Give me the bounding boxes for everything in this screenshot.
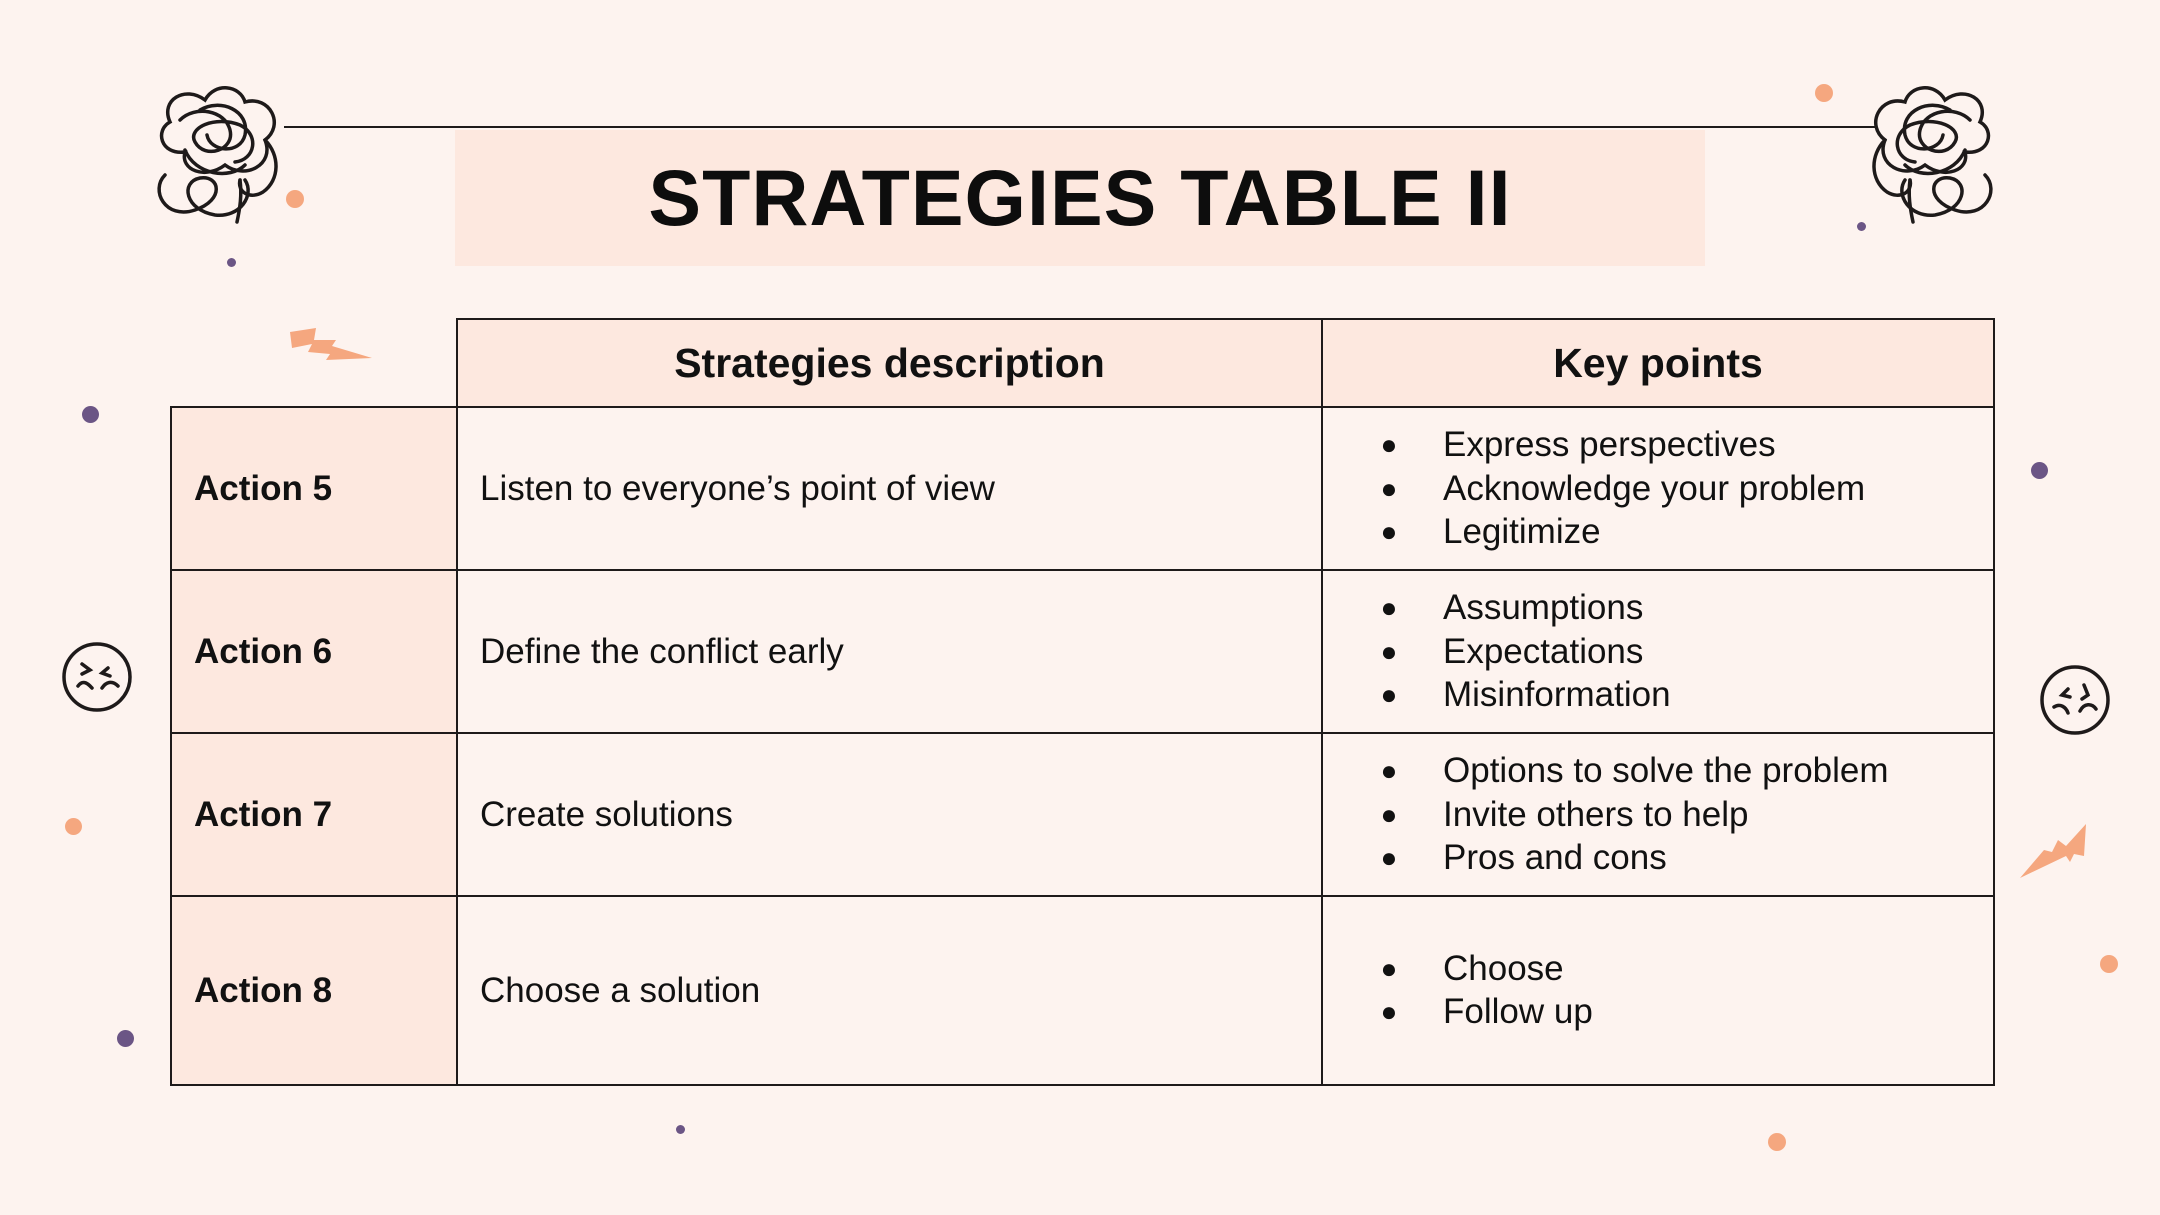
bullet-icon: ● xyxy=(1380,798,1398,830)
key-point-text: Follow up xyxy=(1443,992,1593,1032)
key-points-cell xyxy=(1322,896,1994,1085)
key-point-item xyxy=(1323,467,1993,511)
decorative-dot xyxy=(676,1125,685,1134)
key-point-text: Assumptions xyxy=(1443,588,1644,627)
scribble-left-icon xyxy=(145,80,295,230)
bullet-icon: ● xyxy=(1380,679,1398,710)
table-corner-empty xyxy=(171,319,457,407)
key-points-list xyxy=(1323,586,1993,717)
bullet-icon: ● xyxy=(1380,472,1398,504)
key-point-item xyxy=(1323,991,1993,1035)
key-point-item xyxy=(1323,836,1993,880)
key-point-item xyxy=(1323,423,1993,467)
key-points-list xyxy=(1323,947,1993,1034)
table-row xyxy=(171,733,1994,896)
action-label: Action 8 xyxy=(171,896,457,1085)
decorative-dot xyxy=(227,258,236,267)
action-label: Action 5 xyxy=(171,407,457,570)
bullet-icon: ● xyxy=(1380,842,1398,873)
strategy-description: Define the conflict early xyxy=(457,570,1322,733)
angry-face-icon xyxy=(2038,663,2112,737)
decorative-dot xyxy=(2031,462,2048,479)
key-point-text: Express perspectives xyxy=(1443,425,1776,464)
bullet-icon: ● xyxy=(1380,429,1398,460)
lightning-icon xyxy=(2018,822,2088,878)
key-points-cell xyxy=(1322,733,1994,896)
bullet-icon: ● xyxy=(1380,755,1398,786)
strategies-table xyxy=(170,318,1995,1086)
key-points-cell xyxy=(1322,570,1994,733)
table-row xyxy=(171,570,1994,733)
table-row xyxy=(171,407,1994,570)
bullet-icon: ● xyxy=(1380,635,1398,667)
action-label: Action 6 xyxy=(171,570,457,733)
strategy-description: Create solutions xyxy=(457,733,1322,896)
key-point-item xyxy=(1323,673,1993,717)
decorative-dot xyxy=(1857,222,1866,231)
key-point-item xyxy=(1323,586,1993,630)
decorative-dot xyxy=(65,818,82,835)
decorative-dot xyxy=(1815,84,1833,102)
strategy-description: Choose a solution xyxy=(457,896,1322,1085)
title-divider-line xyxy=(284,126,1876,128)
bullet-icon: ● xyxy=(1380,516,1398,547)
key-point-item xyxy=(1323,630,1993,674)
column-header-description: Strategies description xyxy=(457,319,1322,407)
key-point-text: Misinformation xyxy=(1443,675,1671,714)
decorative-dot xyxy=(1768,1133,1786,1151)
decorative-dot xyxy=(286,190,304,208)
page-title: STRATEGIES TABLE II xyxy=(648,153,1512,242)
bullet-icon: ● xyxy=(1380,952,1398,984)
key-point-text: Pros and cons xyxy=(1443,838,1667,877)
title-banner xyxy=(455,130,1705,266)
strategy-description: Listen to everyone’s point of view xyxy=(457,407,1322,570)
decorative-dot xyxy=(2100,955,2118,973)
bullet-icon: ● xyxy=(1380,996,1398,1028)
key-point-text: Invite others to help xyxy=(1443,794,1749,834)
scribble-right-icon xyxy=(1855,80,2005,230)
key-point-text: Options to solve the problem xyxy=(1443,751,1889,790)
key-points-list xyxy=(1323,749,1993,880)
angry-face-icon xyxy=(60,640,134,714)
key-point-item xyxy=(1323,749,1993,793)
key-point-text: Acknowledge your problem xyxy=(1443,468,1866,508)
action-label: Action 7 xyxy=(171,733,457,896)
table-row xyxy=(171,896,1994,1085)
decorative-dot xyxy=(82,406,99,423)
key-point-item xyxy=(1323,510,1993,554)
bullet-icon: ● xyxy=(1380,592,1398,623)
decorative-dot xyxy=(117,1030,134,1047)
column-header-key-points: Key points xyxy=(1322,319,1994,407)
key-point-text: Legitimize xyxy=(1443,512,1601,551)
key-point-text: Expectations xyxy=(1443,631,1644,671)
key-points-cell xyxy=(1322,407,1994,570)
key-point-item xyxy=(1323,947,1993,991)
key-point-text: Choose xyxy=(1443,948,1564,988)
key-point-item xyxy=(1323,793,1993,837)
key-points-list xyxy=(1323,423,1993,554)
table-header-row xyxy=(171,319,1994,407)
